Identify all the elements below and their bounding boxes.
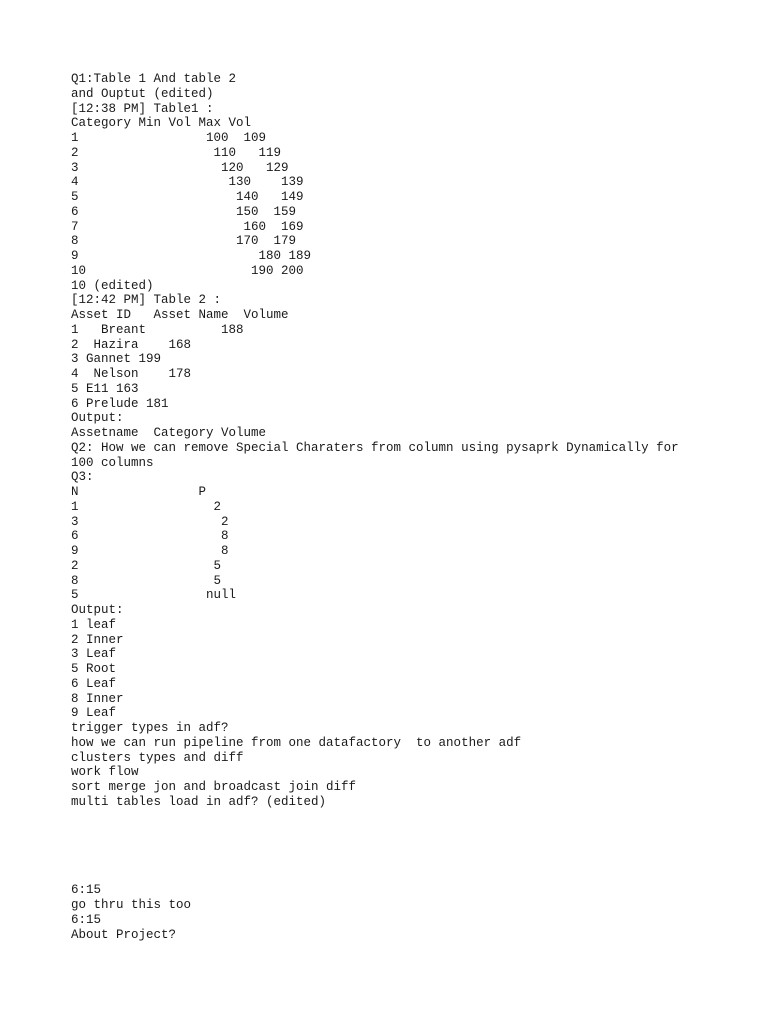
doc-line: 5 140 149 bbox=[71, 190, 304, 204]
doc-line: 6 Prelude 181 bbox=[71, 396, 169, 411]
doc-line: Output: bbox=[71, 603, 124, 617]
doc-line: 1 2 bbox=[71, 499, 222, 514]
doc-line: 1 Breant 188 bbox=[71, 322, 244, 337]
doc-line: sort merge jon and broadcast join diff bbox=[71, 780, 357, 794]
doc-line: 10 (edited) bbox=[71, 278, 154, 293]
doc-line: 3 2 bbox=[71, 514, 229, 529]
doc-line: 10 190 200 bbox=[71, 263, 304, 278]
doc-line: Assetname Category Volume bbox=[71, 426, 267, 440]
doc-line: 8 5 bbox=[71, 573, 222, 588]
doc-line: Asset ID Asset Name Volume bbox=[71, 308, 289, 322]
doc-line bbox=[71, 839, 751, 854]
doc-line: how we can run pipeline from one datafactory to another adf bbox=[71, 735, 522, 750]
doc-line: 3 Gannet 199 bbox=[71, 352, 162, 367]
document-page bbox=[71, 72, 751, 942]
doc-line: Output: bbox=[71, 411, 124, 426]
doc-line: 6 150 159 bbox=[71, 204, 297, 219]
doc-line: 5 E11 163 bbox=[71, 381, 139, 396]
doc-line: 4 Nelson 178 bbox=[71, 367, 192, 381]
doc-line: 5 Root bbox=[71, 662, 117, 676]
doc-line: trigger types in adf? bbox=[71, 721, 229, 735]
doc-line: 8 170 179 bbox=[71, 234, 297, 249]
doc-line: 1 100 109 bbox=[71, 131, 267, 145]
doc-line: 2 5 bbox=[71, 558, 222, 573]
doc-line: 6:15 bbox=[71, 883, 102, 898]
doc-line: 7 160 169 bbox=[71, 219, 304, 234]
doc-line bbox=[71, 810, 751, 825]
doc-line: 2 Inner bbox=[71, 632, 124, 647]
doc-line: go thru this too bbox=[71, 898, 192, 912]
doc-line: [12:42 PM] Table 2 : bbox=[71, 293, 222, 308]
doc-line: multi tables load in adf? (edited) bbox=[71, 794, 327, 809]
doc-line: [12:38 PM] Table1 : bbox=[71, 101, 214, 116]
doc-line: 1 leaf bbox=[71, 617, 117, 632]
doc-line: 3 Leaf bbox=[71, 647, 117, 662]
doc-line: 6 8 bbox=[71, 529, 229, 544]
doc-line: About Project? bbox=[71, 927, 177, 942]
doc-line: 5 null bbox=[71, 588, 237, 603]
doc-line: Q1:Table 1 And table 2 bbox=[71, 72, 237, 86]
doc-line: and Ouptut (edited) bbox=[71, 86, 214, 101]
doc-line bbox=[71, 869, 751, 884]
doc-line: 6:15 bbox=[71, 912, 102, 927]
doc-line: 8 Inner bbox=[71, 691, 124, 706]
doc-line: work flow bbox=[71, 765, 139, 780]
doc-line: 3 120 129 bbox=[71, 160, 289, 175]
doc-line bbox=[71, 854, 751, 869]
doc-line: 9 Leaf bbox=[71, 706, 117, 721]
doc-line: 6 Leaf bbox=[71, 676, 117, 691]
doc-line: 9 8 bbox=[71, 544, 229, 558]
doc-line: Category Min Vol Max Vol bbox=[71, 116, 252, 131]
doc-line bbox=[71, 824, 751, 839]
doc-line: Q2: How we can remove Special Charaters from column using pysaprk Dynamically for bbox=[71, 440, 679, 455]
doc-line: 9 180 189 bbox=[71, 249, 312, 263]
doc-line: N P bbox=[71, 485, 207, 499]
doc-line: 4 130 139 bbox=[71, 175, 304, 190]
doc-line: 100 columns bbox=[71, 455, 154, 470]
doc-line: Q3: bbox=[71, 470, 94, 485]
doc-line: 2 Hazira 168 bbox=[71, 337, 192, 352]
doc-line: 2 110 119 bbox=[71, 145, 282, 160]
doc-line: clusters types and diff bbox=[71, 750, 244, 765]
